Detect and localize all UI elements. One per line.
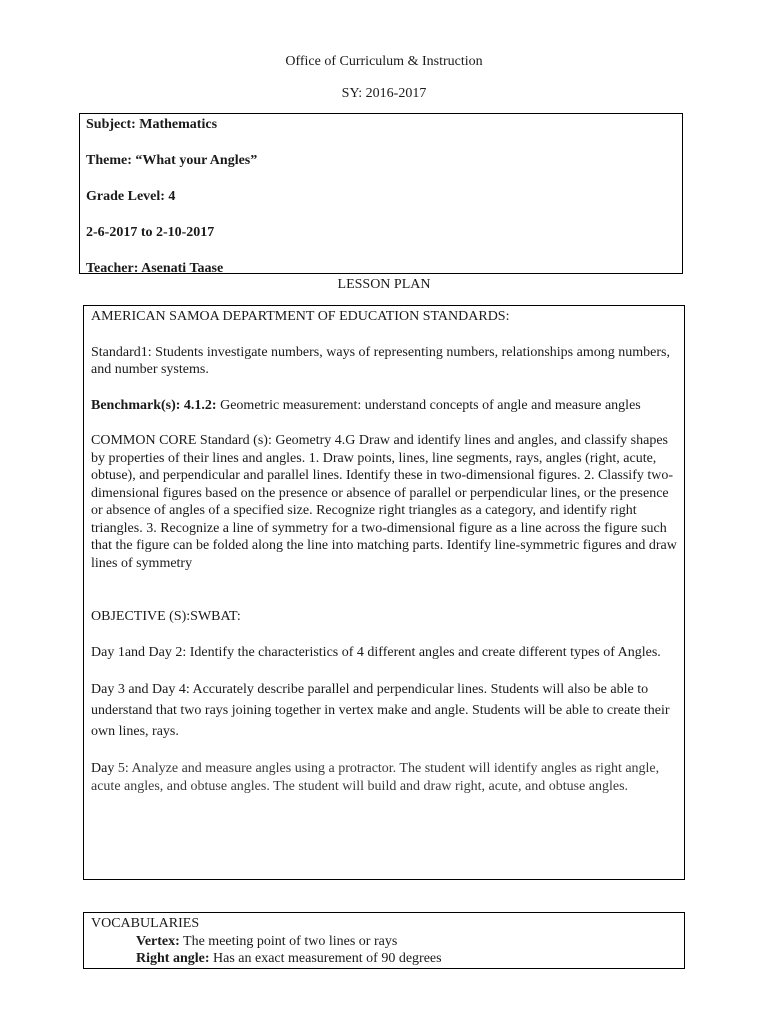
office-title: Office of Curriculum & Instruction [285,54,483,69]
school-year: SY: 2016-2017 [341,86,427,101]
vocabularies-box [83,912,685,969]
day5-label: Day [91,761,115,776]
objective-day5 [91,760,677,795]
teacher-line: Teacher: Asenati Taase [86,261,224,276]
lesson-plan-title: LESSON PLAN [337,277,431,292]
vocab-term: Right angle: [136,951,210,966]
dates-line: 2-6-2017 to 2-10-2017 [86,225,215,240]
vocab-term: Vertex: [136,933,180,949]
benchmark-text [91,397,677,415]
objective-day1-2: Day 1and Day 2: Identify the characteristics of 4 different angles and create different types of Angles. [91,644,661,660]
standards-objectives-box [83,305,685,880]
benchmark-label: Benchmark(s): 4.1.2: [91,397,217,413]
objective-day3-4: Day 3 and Day 4: Accurately describe parallel and perpendicular lines. Students will also be able to understand that two rays joining together in vertex make and angle. Students will be able to create their own lines, rays. [91,682,670,739]
theme-line: Theme: “What your Angles” [86,153,258,168]
standard1-text: Standard1: Students investigate numbers, ways of representing numbers, relationships among numbers, and number systems. [91,344,670,377]
grade-line: Grade Level: 4 [86,189,176,204]
benchmark-body: Geometric measurement: understand concepts of angle and measure angles [216,397,641,413]
vocab-definition: The meeting point of two lines or rays [179,933,398,949]
vocab-definition: Has an exact measurement of 90 degrees [209,951,442,966]
subject-line: Subject: Mathematics [86,117,218,132]
common-core-text: COMMON CORE Standard (s): Geometry 4.G Draw and identify lines and angles, and classify shapes by properties of their lines and angles. 1. Draw points, lines, line segments, rays, angles (right, acute, obtuse), and perpendicular and parallel lines. Identify these in two-dimensional figures. 2. Classify two-dimensional figures based on the presence or absence of parallel or perpendicular lines, or the presence or absence of angles of a specified size. Recognize right triangles as a category, and identify right triangles. 3. Recognize a line of symmetry for a two-dimensional figure as a line across the figure such that the figure can be folded along the line into matching parts. Identify line-symmetric figures and draw lines of symmetry [91,433,677,571]
day5-body: 5: Analyze and measure angles using a protractor. The student will identify angles as right angle, acute angles, and obtuse angles. The student will build and draw right, acute, and obtuse angles. [91,761,660,794]
vocab-item [91,933,677,951]
lesson-info-box [79,113,683,274]
vocab-heading: VOCABULARIES [91,916,200,931]
standards-heading: AMERICAN SAMOA DEPARTMENT OF EDUCATION STANDARDS: [91,309,510,324]
vocab-item [91,950,677,968]
objective-heading: OBJECTIVE (S):SWBAT: [91,609,241,624]
